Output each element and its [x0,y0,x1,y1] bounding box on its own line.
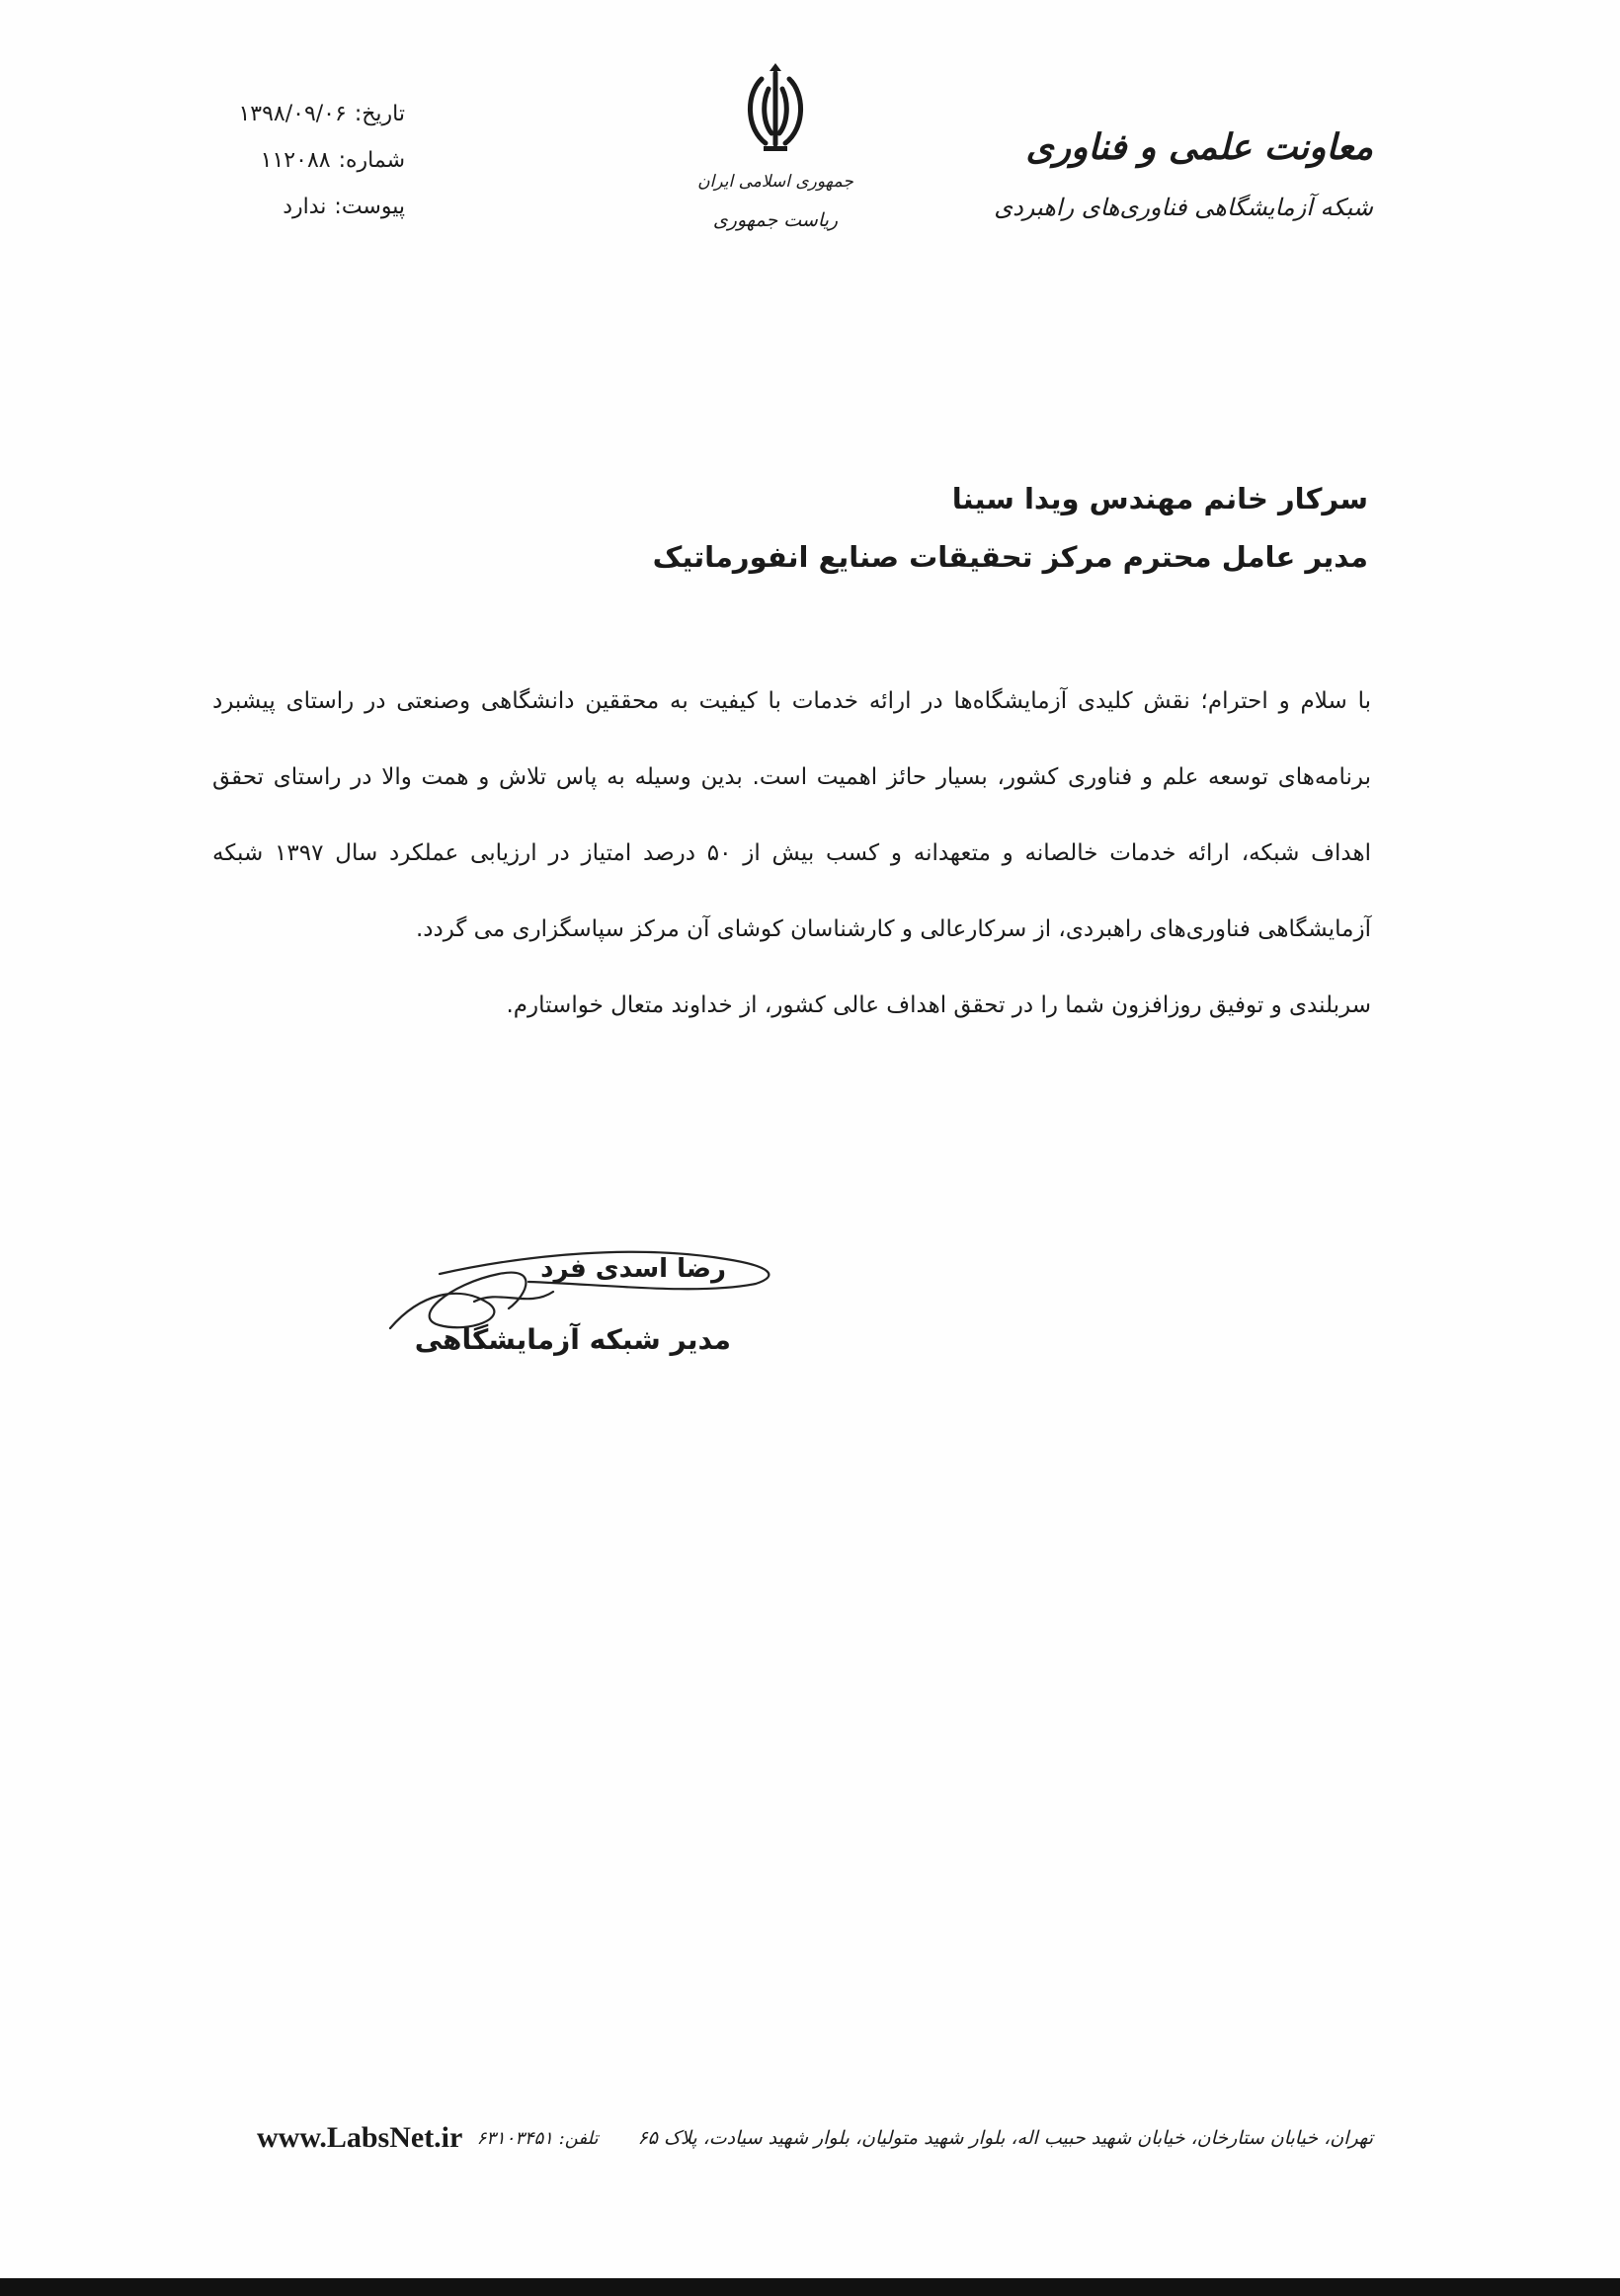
signatory-title: مدیر شبکه آزمایشگاهی [414,1323,731,1356]
recipient-title: مدیر عامل محترم مرکز تحقیقات صنایع انفورماتیک [652,540,1368,574]
date-row [198,104,405,125]
attachment-value: ندارد [283,195,327,219]
attachment-row [198,197,405,218]
phone-label: تلفن: [558,2127,599,2149]
phone-value: ۶۳۱۰۳۴۵۱ [476,2127,553,2149]
date-value: ۱۳۹۸/۰۹/۰۶ [238,102,347,126]
footer-website-link[interactable]: www.LabsNet.ir [257,2121,463,2154]
organization-header [958,126,1373,221]
letter-metadata [198,104,405,243]
footer-phone [477,2128,599,2149]
emblem-caption-country: جمهوری اسلامی ایران [697,172,853,192]
number-label: شماره: [338,148,405,173]
scan-edge-bar [0,2278,1620,2296]
closing-line: سربلندی و توفیق روزافزون شما را در تحقق اهداف عالی کشور، از خداوند متعال خواستارم. [506,992,1371,1018]
recipient-block [479,482,1368,598]
org-subtitle: شبکه آزمایشگاهی فناوری‌های راهبردی [994,194,1373,221]
iran-emblem-icon [736,59,815,158]
attachment-label: پیوست: [334,195,405,219]
emblem-caption-presidency: ریاست جمهوری [712,209,839,231]
signatory-name: رضا اسدی فرد [540,1254,726,1284]
number-row [198,150,405,172]
date-label: تاریخ: [354,102,405,126]
org-title: معاونت علمی و فناوری [1025,126,1373,168]
recipient-name: سرکار خانم مهندس ویدا سینا [951,482,1368,515]
letter-body [212,664,1371,1044]
handwritten-signature-icon [380,1215,795,1383]
signature-block [380,1215,795,1383]
number-value: ۱۱۲۰۸۸ [260,148,331,173]
footer-address: تهران، خیابان ستارخان، خیابان شهید حبیب اله، بلوار شهید متولیان، بلوار شهید سیادت، پلاک ۶۵ [637,2127,1373,2149]
letter-footer [257,2118,1373,2158]
emblem-block [691,59,859,231]
body-paragraph: با سلام و احترام؛ نقش کلیدی آزمایشگاه‌ها در ارائه خدمات با کیفیت به محققین دانشگاهی وصنعتی در راستای پیشبرد برنامه‌های توسعه علم و فناوری کشور، بسیار حائز اهمیت است. بدین وسیله به پاس تلاش و همت والا در راستای تحقق اهداف شبکه، ارائه خدمات خالصانه و متعهدانه و کسب بیش از ۵۰ درصد امتیاز در ارزیابی عملکرد سال ۱۳۹۷ شبکه آزمایشگاهی فناوری‌های راهبردی، از سرکارعالی و کارشناسان کوشای آن مرکز سپاسگزاری می گردد. [212,688,1371,942]
